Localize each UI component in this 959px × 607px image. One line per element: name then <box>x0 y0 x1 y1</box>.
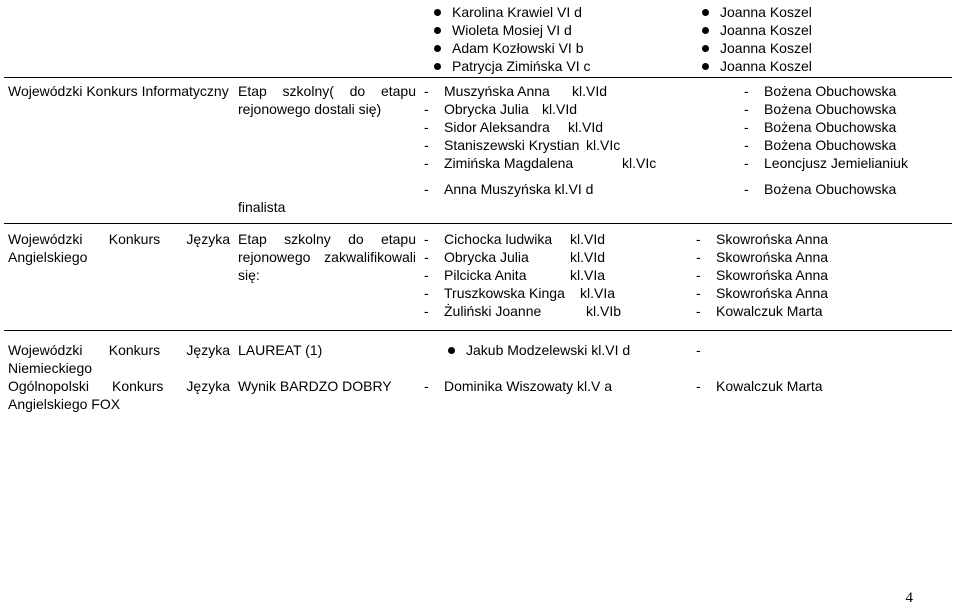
results-table <box>4 0 952 415</box>
list-item: Joanna Koszel <box>692 21 948 39</box>
teacher-list <box>692 3 948 75</box>
result-text: LAUREAT (1) <box>238 342 323 358</box>
finalist-label: finalista <box>234 174 420 224</box>
list-item: - Kowalczuk Marta <box>696 303 823 319</box>
list-item: - Cichocka ludwika kl.VId <box>424 231 606 247</box>
finalist-student: - Anna Muszyńska kl.VI d <box>420 174 688 224</box>
list-item: Karolina Krawiel VI d <box>424 3 684 21</box>
row-angielski <box>4 224 952 331</box>
list-item: - Żuliński Joanne kl.VIb <box>424 303 622 319</box>
list-item: Joanna Koszel <box>692 3 948 21</box>
page-number: 4 <box>905 590 913 606</box>
cell-contest-empty <box>4 0 234 78</box>
list-item: - Pilcicka Anita kl.VIa <box>424 267 606 283</box>
list-item: - Zimińska Magdalena kl.VIc <box>424 155 657 171</box>
row-niemiecki <box>4 331 952 378</box>
stage-text: Etap szkolny do etapu rejonowego zakwalifikowali się: <box>234 224 420 331</box>
row-finalista <box>4 174 952 224</box>
list-item: - Obrycka Julia kl.VId <box>424 101 578 117</box>
finalist-teacher: - Bożena Obuchowska <box>688 174 952 224</box>
list-item: - Obrycka Julia kl.VId <box>424 249 606 265</box>
list-item: - Skowrońska Anna <box>696 249 829 265</box>
list-item: - Bożena Obuchowska <box>744 83 897 99</box>
list-item: - Staniszewski Krystian kl.VIc <box>424 137 621 153</box>
cell-teachers <box>688 78 952 175</box>
student-list <box>424 82 684 172</box>
cell-teacher: - <box>696 342 701 358</box>
cell-student <box>420 331 688 378</box>
list-item: - Bożena Obuchowska <box>744 137 897 153</box>
cell-student: - Dominika Wiszowaty kl.V a <box>424 378 613 394</box>
list-item: - Leoncjusz Jemielianiuk <box>744 155 908 171</box>
contest-name: Wojewódzki Konkurs Języka Angielskiego <box>4 224 234 331</box>
list-item: - Skowrońska Anna <box>696 231 829 247</box>
list-item: Jakub Modzelewski kl.VI d <box>438 341 684 359</box>
row-informatyczny <box>4 78 952 175</box>
cell-teacher: - Kowalczuk Marta <box>696 378 823 394</box>
student-list <box>424 3 684 75</box>
list-item: Adam Kozłowski VI b <box>424 39 684 57</box>
list-item: - Truszkowska Kinga kl.VIa <box>424 285 616 301</box>
list-item: - Muszyńska Anna kl.VId <box>424 83 608 99</box>
result-text: Wynik BARDZO DOBRY <box>238 378 392 394</box>
cell-students <box>420 0 688 78</box>
teacher-list <box>744 82 948 172</box>
cell-teachers <box>688 0 952 78</box>
list-item: - Bożena Obuchowska <box>744 119 897 135</box>
contest-name: Wojewódzki Konkurs Informatyczny <box>8 83 229 99</box>
teacher-list <box>696 230 948 320</box>
list-item: Wioleta Mosiej VI d <box>424 21 684 39</box>
student-list <box>438 341 684 359</box>
contest-name: Wojewódzki Konkurs Języka Niemieckiego <box>8 342 230 376</box>
list-item: - Bożena Obuchowska <box>744 101 897 117</box>
list-item: - Sidor Aleksandra kl.VId <box>424 119 604 135</box>
student-list <box>424 230 684 320</box>
list-item: Joanna Koszel <box>692 57 948 75</box>
row-continuation <box>4 0 952 78</box>
cell-stage-empty <box>234 0 420 78</box>
list-item: Patrycja Zimińska VI c <box>424 57 684 75</box>
row-fox <box>4 377 952 415</box>
list-item: - Skowrońska Anna <box>696 285 829 301</box>
stage-text: Etap szkolny( do etapu rejonowego dostali się) <box>238 83 416 117</box>
list-item: Joanna Koszel <box>692 39 948 57</box>
list-item: - Skowrońska Anna <box>696 267 829 283</box>
cell-students <box>420 224 688 331</box>
cell-empty <box>4 174 234 224</box>
contest-name: Ogólnopolski Konkurs Języka Angielskiego FOX <box>8 378 230 412</box>
cell-teachers <box>688 224 952 331</box>
cell-students <box>420 78 688 175</box>
